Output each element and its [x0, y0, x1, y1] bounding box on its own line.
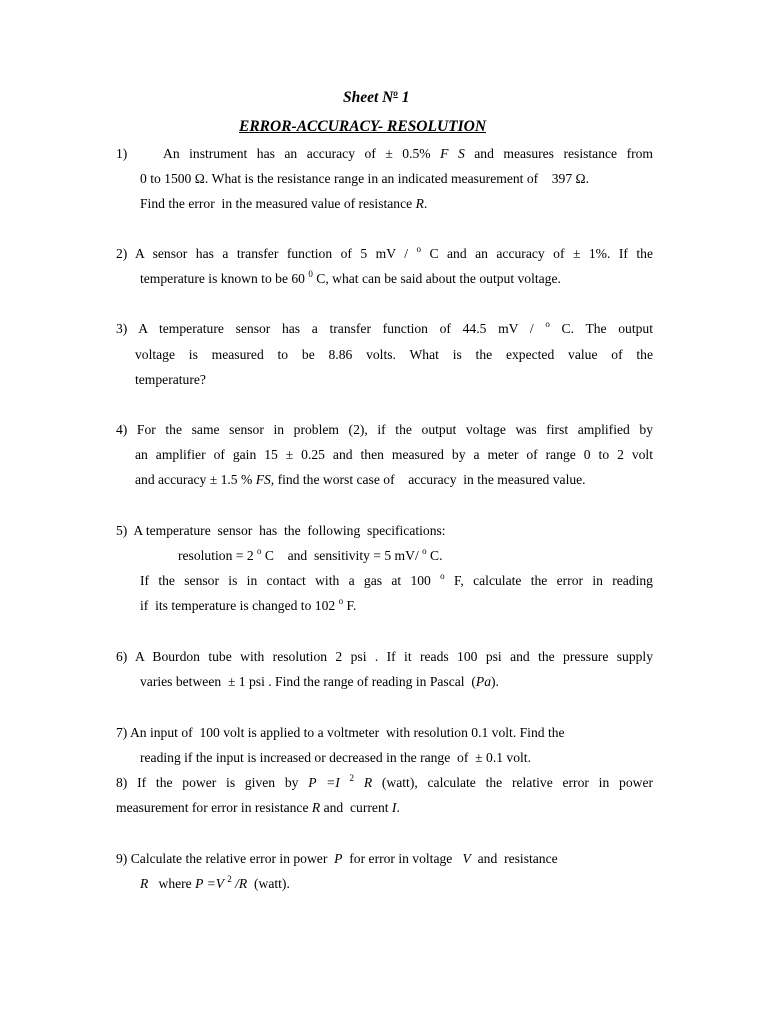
question-6-line-1: 6) A Bourdon tube with resolution 2 psi . If it reads 100 psi and the pressure supply	[116, 649, 653, 664]
question-5-line-4	[140, 596, 357, 613]
text: An instrument has an accuracy of ± 0.5%	[163, 146, 441, 161]
text: 9) Calculate the relative error in power	[116, 851, 335, 866]
math-var: F S	[440, 146, 465, 161]
text: and measures resistance from	[464, 146, 653, 161]
exponent-sup: 2	[227, 874, 232, 884]
degree-sup: 0	[308, 269, 313, 279]
question-5-line-1: 5) A temperature sensor has the following specifications:	[116, 523, 446, 538]
text: where	[148, 876, 196, 891]
math-var: /R	[231, 876, 248, 891]
exponent-sup: 2	[349, 773, 355, 783]
question-2-line-1	[116, 244, 653, 261]
question-4-line-1: 4) For the same sensor in problem (2), if the output voltage was first amplified by	[116, 422, 653, 437]
question-9-line-2	[140, 874, 290, 891]
text: for error in voltage	[342, 851, 463, 866]
question-2-line-2	[140, 269, 561, 286]
question-7-line-2: reading if the input is increased or decreased in the range of ± 0.1 volt.	[140, 750, 531, 765]
text: varies between ± 1 psi . Find the range of reading in Pascal (	[140, 674, 476, 689]
question-6-line-2	[140, 675, 499, 689]
sheet-title-sup: o	[393, 88, 398, 98]
question-3-line-1	[116, 319, 653, 336]
sheet-title-number: 1	[397, 89, 410, 106]
math-var: P =I	[308, 775, 350, 790]
question-1-line-1	[163, 147, 653, 161]
math-var: R	[311, 800, 321, 815]
degree-sup: o	[440, 571, 445, 581]
math-var: I	[391, 800, 397, 815]
sheet-title-text: Sheet N	[343, 89, 394, 106]
math-var: Pa	[475, 674, 491, 689]
math-var: FS,	[255, 472, 275, 487]
question-8-line-2	[116, 801, 400, 815]
question-1-line-3	[140, 197, 427, 211]
text: and current	[320, 800, 392, 815]
math-var: R	[415, 196, 424, 211]
question-5-line-3	[140, 571, 653, 588]
question-1-number: 1)	[116, 146, 128, 161]
degree-sup: o	[545, 319, 550, 329]
text: 3) A temperature sensor has a transfer function of 44.5 mV /	[116, 321, 546, 336]
question-3-line-3: temperature?	[135, 372, 206, 387]
question-3-line-2: voltage is measured to be 8.86 volts. What is the expected value of the	[135, 347, 653, 362]
text: If the sensor is in contact with a gas at 100	[140, 573, 441, 588]
sheet-subtitle: ERROR-ACCURACY- RESOLUTION	[239, 118, 487, 135]
degree-sup: o	[416, 244, 422, 254]
question-4-line-3	[135, 473, 586, 487]
math-var: P =V	[195, 876, 228, 891]
text: and accuracy ± 1.5 %	[135, 472, 256, 487]
question-5-line-2	[178, 546, 443, 563]
text: C. The output	[549, 321, 653, 336]
text: find the worst case of accuracy in the measured value.	[274, 472, 586, 487]
text: F.	[343, 598, 357, 613]
question-1-line-2: 0 to 1500 Ω. What is the resistance range in an indicated measurement of 397 Ω.	[140, 171, 590, 186]
question-8-line-1	[116, 773, 654, 790]
question-9-line-1	[116, 852, 558, 866]
math-var: R	[140, 876, 149, 891]
text: C and sensitivity = 5 mV/	[261, 548, 423, 563]
text: .	[423, 196, 428, 211]
sheet-title	[343, 90, 410, 106]
degree-sup: o	[257, 546, 262, 556]
math-var: V	[462, 851, 471, 866]
text: 2) A sensor has a transfer function of 5 mV /	[116, 246, 417, 261]
text: measurement for error in resistance	[116, 800, 312, 815]
text: F, calculate the error in reading	[444, 573, 653, 588]
text: C and an accuracy of ± 1%. If the	[421, 246, 653, 261]
text: ).	[491, 674, 499, 689]
text: and resistance	[470, 851, 558, 866]
text: C.	[426, 548, 443, 563]
text: (watt), calculate the relative error in power	[372, 775, 654, 790]
math-var: R	[354, 775, 373, 790]
text: (watt).	[247, 876, 290, 891]
degree-sup: o	[338, 596, 344, 606]
text: 8) If the power is given by	[116, 775, 309, 790]
degree-sup: o	[422, 546, 427, 556]
question-7-line-1: 7) An input of 100 volt is applied to a voltmeter with resolution 0.1 volt. Find the	[116, 725, 565, 740]
text: C, what can be said about the output voltage.	[312, 271, 561, 286]
question-4-line-2: an amplifier of gain 15 ± 0.25 and then measured by a meter of range 0 to 2 volt	[135, 447, 653, 462]
text: .	[396, 800, 400, 815]
text: Find the error in the measured value of resistance	[140, 196, 416, 211]
text: if its temperature is changed to 102	[140, 598, 339, 613]
text: resolution = 2	[178, 548, 258, 563]
math-var: P	[334, 851, 343, 866]
text: temperature is known to be 60	[140, 271, 309, 286]
